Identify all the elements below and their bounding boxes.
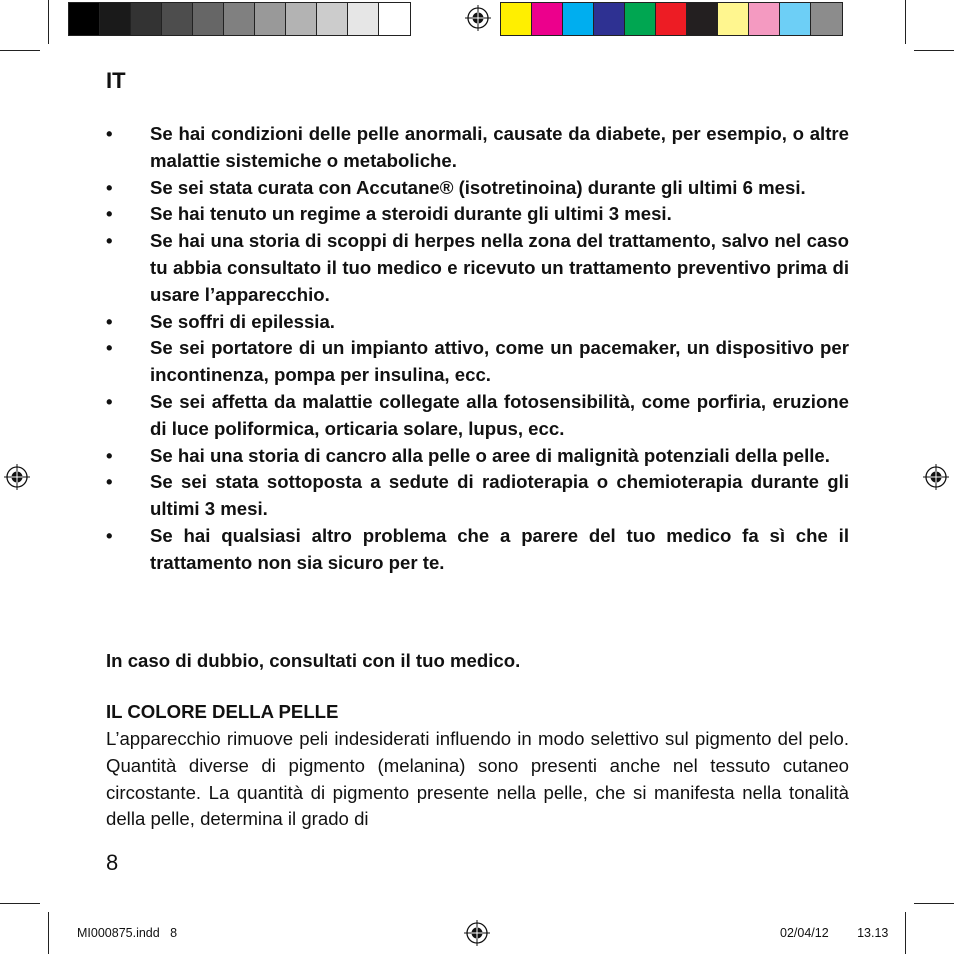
bullet-marker: • xyxy=(106,444,113,466)
color-swatch-6 xyxy=(656,3,687,35)
section-title: IL COLORE DELLA PELLE xyxy=(106,701,339,722)
bullet-marker: • xyxy=(106,524,113,546)
crop-mark-top-right-v xyxy=(905,0,906,44)
bullet-marker: • xyxy=(106,337,113,359)
section-body: L’apparecchio rimuove peli indesiderati influendo in modo selettivo sul pigmento del pelo. Quantità diverse di pigmento (melanina) sono presenti anche nel tessuto cutaneo circostante. La quantità di pigmento presente nella pelle, che si manifesta nella tonalità della pelle, determina il grado di xyxy=(106,728,849,830)
color-swatch-5 xyxy=(625,3,656,35)
color-swatch-10 xyxy=(780,3,811,35)
crop-mark-bottom-left-h xyxy=(0,903,40,904)
list-item xyxy=(106,309,849,336)
crop-mark-bottom-right-v xyxy=(905,912,906,954)
list-item-text: Se sei stata sottoposta a sedute di radioterapia o chemioterapia durante gli ultimi 3 mesi. xyxy=(150,471,849,520)
color-swatch-9 xyxy=(749,3,780,35)
list-item xyxy=(106,335,849,389)
gray-swatch-4 xyxy=(162,3,193,35)
registration-mark-icon xyxy=(465,5,491,31)
gray-swatch-10 xyxy=(348,3,379,35)
color-swatch-3 xyxy=(563,3,594,35)
gray-swatch-2 xyxy=(100,3,131,35)
gray-swatch-3 xyxy=(131,3,162,35)
list-item-text: Se hai qualsiasi altro problema che a parere del tuo medico fa sì che il trattamento non sia sicuro per te. xyxy=(150,524,849,573)
list-item-text: Se hai una storia di scoppi di herpes nella zona del trattamento, salvo nel caso tu abbia consultato il tuo medico e ricevuto un trattamento preventivo prima di usare l’apparecchio. xyxy=(150,230,849,305)
color-swatch-7 xyxy=(687,3,718,35)
list-item xyxy=(106,121,849,175)
color-swatch-2 xyxy=(532,3,563,35)
contraindications-list xyxy=(106,121,849,577)
crop-mark-bottom-right-h xyxy=(914,903,954,904)
grayscale-color-bar xyxy=(68,2,411,36)
bullet-marker: • xyxy=(106,176,113,198)
slug-file-info: MI000875.indd 8 xyxy=(77,926,178,940)
gray-swatch-1 xyxy=(69,3,100,35)
color-swatch-1 xyxy=(501,3,532,35)
list-item xyxy=(106,228,849,308)
bullet-marker: • xyxy=(106,471,113,493)
bullet-marker: • xyxy=(106,310,113,332)
doubt-note: In caso di dubbio, consultati con il tuo medico. xyxy=(106,650,521,671)
bullet-marker: • xyxy=(106,203,113,225)
slug-date-time: 02/04/12 13.13 xyxy=(780,926,889,940)
gray-swatch-9 xyxy=(317,3,348,35)
bullet-marker: • xyxy=(106,230,113,252)
list-item-text: Se hai tenuto un regime a steroidi durante gli ultimi 3 mesi. xyxy=(150,203,672,225)
bullet-marker: • xyxy=(106,390,113,412)
process-color-bar xyxy=(500,2,843,36)
list-item-text: Se hai una storia di cancro alla pelle o aree di malignità potenziali della pelle. xyxy=(150,444,830,466)
crop-mark-top-left-v xyxy=(48,0,49,44)
color-swatch-11 xyxy=(811,3,842,35)
list-item xyxy=(106,201,849,228)
gray-swatch-5 xyxy=(193,3,224,35)
bullet-marker: • xyxy=(106,123,113,144)
gray-swatch-7 xyxy=(255,3,286,35)
list-item xyxy=(106,389,849,443)
crop-mark-bottom-left-v xyxy=(48,912,49,954)
gray-swatch-6 xyxy=(224,3,255,35)
list-item-text: Se soffri di epilessia. xyxy=(150,310,335,332)
color-swatch-4 xyxy=(594,3,625,35)
list-item xyxy=(106,523,849,577)
gray-swatch-8 xyxy=(286,3,317,35)
list-item-text: Se sei stata curata con Accutane® (isotretinoina) durante gli ultimi 6 mesi. xyxy=(150,176,806,198)
list-item xyxy=(106,469,849,523)
list-item-text: Se sei affetta da malattie collegate alla fotosensibilità, come porfiria, eruzione di luce poliformica, orticaria solare, lupus, ecc. xyxy=(150,390,849,439)
crop-mark-top-left-h xyxy=(0,50,40,51)
color-swatch-8 xyxy=(718,3,749,35)
list-item-text: Se hai condizioni delle pelle anormali, causate da diabete, per esempio, o altre malattie sistemiche o metaboliche. xyxy=(150,123,849,171)
crop-mark-top-right-h xyxy=(914,50,954,51)
list-item xyxy=(106,175,849,202)
registration-mark-icon xyxy=(4,464,30,490)
language-code: IT xyxy=(106,68,126,93)
registration-mark-icon xyxy=(464,920,490,946)
registration-mark-icon xyxy=(923,464,949,490)
gray-swatch-11 xyxy=(379,3,410,35)
page-number: 8 xyxy=(106,850,119,875)
list-item xyxy=(106,443,849,470)
list-item-text: Se sei portatore di un impianto attivo, come un pacemaker, un dispositivo per incontinenza, pompa per insulina, ecc. xyxy=(150,337,849,386)
